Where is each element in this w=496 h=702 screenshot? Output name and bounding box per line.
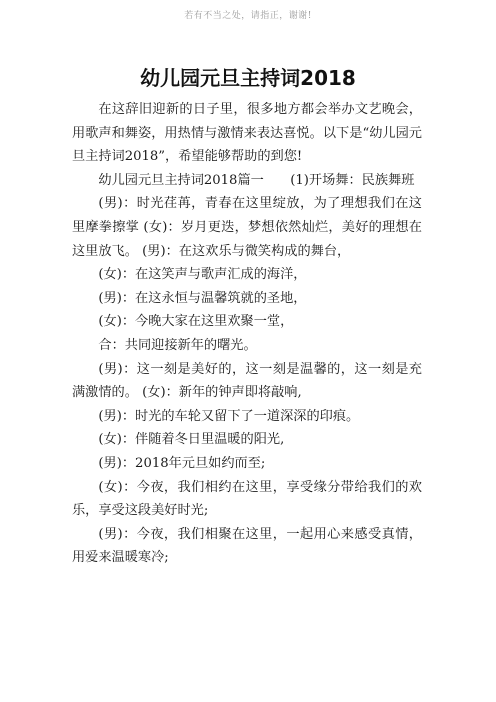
document-body [72, 98, 422, 570]
paragraph-section-heading: 幼儿园元旦主持词2018篇一 (1)开场舞：民族舞班 [98, 172, 415, 188]
paragraph-intro: 在这辞旧迎新的日子里，很多地方都会举办文艺晚会，用歌声和舞姿，用热情与激情来表达喜悦。以下是“幼儿园元旦主持词2018”，希望能够帮助的到您! [72, 102, 422, 165]
paragraph-line: (男)：时光的车轮又留下了一道深深的印痕。 [98, 408, 360, 424]
paragraph-line: (女)：伴随着冬日里温暖的阳光, [98, 432, 285, 448]
paragraph-line: 合：共同迎接新年的曙光。 [98, 337, 257, 353]
paragraph-line: (男)：时光荏苒，青春在这里绽放，为了理想我们在这里摩拳擦掌 (女)：岁月更迭，梦想依然灿烂，美好的理想在这里放飞。 (男)：在这欢乐与微笑构成的舞台， [72, 196, 422, 259]
paragraph-line: (男)：2018年元旦如约而至; [98, 455, 266, 471]
paragraph-line: (男)：在这永恒与温馨筑就的圣地， [98, 290, 307, 306]
paragraph-line: (女)：今夜，我们相约在这里，享受缘分带给我们的欢乐，享受这段美好时光; [72, 479, 422, 519]
document-title: 幼儿园元旦主持词2018 [140, 66, 356, 90]
paragraph-line: (女)：今晚大家在这里欢聚一堂， [98, 314, 294, 330]
paragraph-line: (女)：在这笑声与歌声汇成的海洋， [98, 267, 307, 283]
paragraph-line: (男)：今夜，我们相聚在这里，一起用心来感受真情，用爱来温暖寒冷; [72, 526, 422, 566]
paragraph-line: (男)：这一刻是美好的，这一刻是温馨的，这一刻是充满激情的。 (女)：新年的钟声即将敲响, [72, 361, 422, 401]
header-watermark: 若有不当之处，请指正，谢谢! [184, 11, 312, 21]
